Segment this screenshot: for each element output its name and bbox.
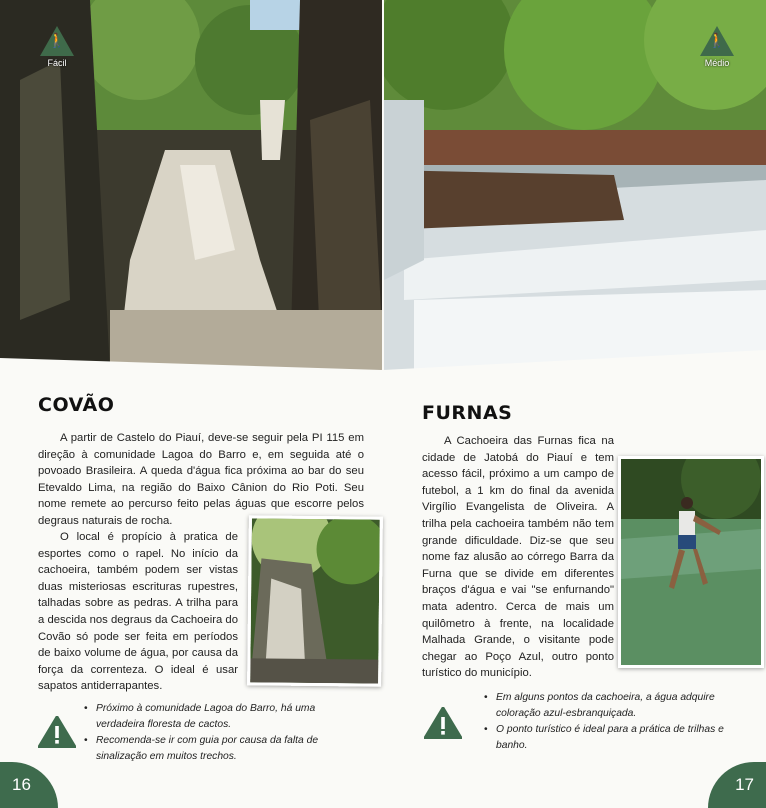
covao-inset-photo [247, 515, 383, 686]
page-number-left: 16 [0, 762, 58, 808]
covao-notes [82, 701, 354, 765]
difficulty-badge-medium [698, 26, 736, 72]
furnas-notes [482, 690, 744, 754]
covao-intro-paragraph [38, 430, 364, 530]
list-item: • Recomenda-se ir com guia por causa da falta de sinalização em muitos trechos. [96, 733, 354, 765]
furnas-waterfall-photo [384, 0, 766, 370]
list-item: • Próximo à comunidade Lagoa do Barro, há uma verdadeira floresta de cactos. [96, 701, 354, 733]
covao-paragraph-2: O local é propício à pratica de esportes como o rapel. No início da cachoeira, também podem ser vistas duas misteriosas escrituras rupestres, talhadas sobre as pedras. A trilha para a descida nos degraus da Cachoeira do Covão só pode ser feita em períodos de baixo volume de água, por causa da força da correnteza. O ideal é usar sapatos antiderrapantes. [38, 531, 238, 693]
hiker-icon: 🚶 [700, 26, 734, 56]
covao-second-paragraph [38, 529, 238, 695]
difficulty-label: Fácil [47, 58, 67, 68]
difficulty-badge-easy [38, 26, 76, 72]
list-item: • O ponto turístico é ideal para a prática de trilhas e banho. [496, 722, 744, 754]
hiker-icon: 🚶 [40, 26, 74, 56]
covao-waterfall-photo [0, 0, 382, 370]
furnas-title: FURNAS [422, 402, 513, 424]
page-number-right: 17 [708, 762, 766, 808]
warning-icon [424, 707, 462, 739]
difficulty-label: Médio [704, 58, 730, 68]
warning-icon [38, 716, 76, 748]
covao-title: COVÃO [38, 394, 115, 416]
page-edge-divider [0, 340, 766, 400]
furnas-paragraph-text: A Cachoeira das Furnas fica na cidade de Jatobá do Piauí e tem acesso fácil, próximo a um campo de futebol, a 1 km do final da avenida Virgílio Evangelista de Oliveira. A trilha pela cachoeira também não tem grande dificuldade. Diz-se que seu nome faz alusão ao córrego Barra da Furna que se divide em diferentes braços d'água e vai "se enfurnando" mata adentro. Cerca de mais um quilômetro à frente, na localidade Malhada Grande, o visitante pode chegar ao Poço Azul, outro ponto turístico do município. [422, 435, 614, 680]
list-item: • Em alguns pontos da cachoeira, a água adquire coloração azul-esbranquiçada. [496, 690, 744, 722]
furnas-inset-photo [618, 456, 764, 668]
covao-paragraph-1: A partir de Castelo do Piauí, deve-se seguir pela PI 115 em direção à comunidade Lagoa do Barro e, em seguida até o povoado Brasileira. A queda d'água fica próxima ao bar do seu Etevaldo Lima, na região do Baixo Cânion do Rio Poti. Seu nome remete ao percurso feito pelas águas que escorre pelos degraus naturais de rocha. [38, 432, 364, 527]
furnas-paragraph [422, 433, 614, 682]
